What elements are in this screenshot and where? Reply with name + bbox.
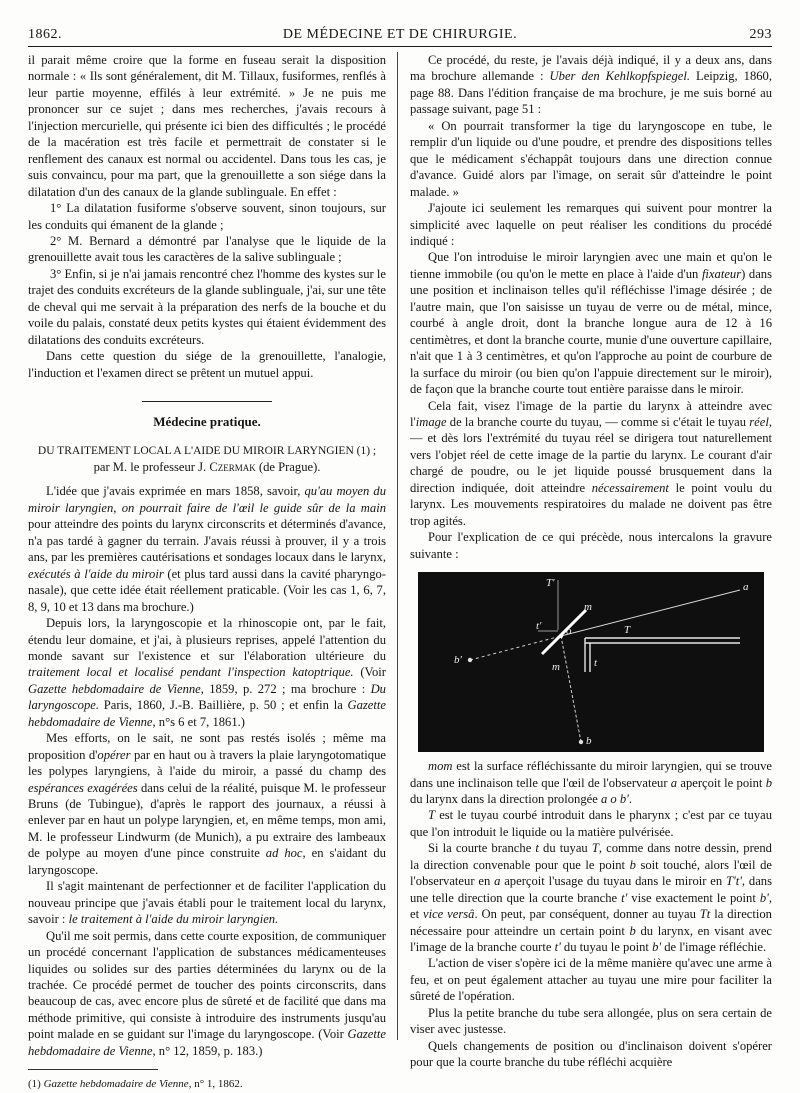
author-name: Czermak (209, 459, 256, 474)
footnote (28, 1076, 386, 1092)
text-run: dans celui de la réalité, puisque M. le professeur Bruns (de Tubingue), d'après le rapport des journaux, a réussi à enlever par en haut un polype laryngien, et, en même temps, mon ami, M. le professeur Lindwurm (de Munich), a pu extraire des lambeaux de polype au moyen d'une pince construite (28, 780, 386, 861)
text-run: soit touché, alors l'œil de l'observateur en (410, 857, 772, 889)
running-head-title: DE MÉDECINE ET DE CHIRURGIE. (282, 27, 518, 42)
article-title: DU TRAITEMENT LOCAL A L'AIDE DU MIROIR LARYNGIEN (1) ; (37, 444, 377, 457)
text-run: du larynx dans la direction prolongée (410, 791, 601, 806)
label-m-bottom: m (552, 661, 560, 674)
paragraph (28, 928, 386, 1060)
text-run: Paris, 1860, J.-B. Baillière, p. 50 ; et enfin la (99, 698, 348, 713)
text-run-italic: nécessairement (591, 480, 669, 495)
running-head-year: 1862. (28, 27, 62, 42)
text-run: , dans une telle direction que la courte branche (410, 874, 772, 905)
engraving-svg (418, 572, 764, 752)
text-run-italic: Uber den Kehlkopfspiegel. (549, 69, 690, 84)
paragraph: Quels changements de position ou d'inclinaison doivent s'opérer pour que la courte branche du tube réfléchi acquière (410, 1038, 772, 1070)
text-run-italic: vice versâ (423, 907, 475, 922)
text-run: (Voir (353, 665, 386, 680)
laryngoscope-engraving (418, 572, 764, 752)
section-divider (142, 401, 272, 402)
article-author (28, 459, 386, 475)
left-column (28, 52, 386, 1093)
text-run: est le tuyau courbé introduit dans le pharynx ; c'est par ce tuyau que l'on introduit le liquide ou la matière pulvérisée. (410, 808, 772, 839)
label-o: o (566, 625, 572, 638)
label-b-prime: b' (454, 654, 462, 667)
text-run: Leipzig, 1860, page 88. Dans l'édition française de ma brochure, je me suis borné au passage suivant, page 51 : (410, 69, 773, 117)
text-run: par en haut ou à travers la plaie laryngotomatique les polypes laryngiens, à l'aide du miroir, a passé du champ des (28, 747, 386, 779)
list-item: 3° Enfin, si je n'ai jamais rencontré chez l'homme des kystes sur le trajet des conduits excréteurs de la glande sublinguale, j'ai, sur une tête de cheval qui me servait à la préparation des nerfs de la bouche et du voile du palais, constaté deux petits kystes qui étaient évidemment des dilatations des conduits excréteurs. (28, 266, 386, 347)
column-divider (397, 52, 398, 1040)
label-t: t (594, 657, 598, 670)
text-run: du larynx, en visant avec l'image de la branche courte (410, 923, 772, 955)
label-t-prime: t' (536, 620, 542, 633)
running-head (28, 26, 772, 47)
text-run: . On peut, par conséquent, donner au tuyau (474, 907, 700, 922)
section-heading: Médecine pratique. (153, 414, 261, 430)
text-run-italic: t (535, 841, 539, 856)
text-run: Cela fait, visez l'image de la partie du larynx à atteindre avec l' (410, 398, 772, 429)
text-run: est la surface réfléchissante du miroir laryngien, qui se trouve dans une inclinaison telle que l'œil de l'observateur (410, 759, 772, 790)
text-run: vise exactement le point (627, 890, 760, 905)
text-run-italic: espérances exagérées (28, 780, 138, 795)
footnote-divider (28, 1069, 158, 1070)
text-run-italic: réel (749, 414, 769, 429)
text-run-italic: T't' (726, 874, 742, 889)
text-run: le point voulu du larynx. Les mouvements respiratoires du malade ne doivent pas être trop agités. (410, 480, 772, 528)
text-run-italic: opérer (97, 747, 131, 762)
text-run-italic: T (428, 808, 436, 823)
text-run-italic: Gazette hebdomadaire de Vienne (28, 681, 201, 696)
text-run: Mes efforts, on le sait, ne sont pas restés isolés ; même ma proposition d' (28, 731, 386, 762)
text-run: , — et dès lors l'extrémité du tuyau réel se dirigera tout naturellement vers l'objet réel de cette image de la partie du larynx. Le courant d'air chargé de poudre, ou le jet liquide poussé brusquement dans la direction indiquée, doit atteindre (410, 414, 772, 495)
paragraph (410, 52, 772, 118)
list-item: 1° La dilatation fusiforme s'observe souvent, sinon toujours, sur les conduits qui émanent de la glande ; (28, 201, 386, 232)
text-run: ) dans une position et inclinaison telles qu'il réfléchisse l'image désirée ; de l'autre main, que l'on saisisse un tuyau de verre ou de métal, mince, courbé à angle droit, dont la branche longue aura de 12 à 16 centimètres, et dont la branche courte, munie d'une ouverture capillaire, n'ait que 1 à 3 centimètres, et qu'on l'approche au point de courbure de la surface du miroir (ou bien qu'on l'appuie directement sur le miroir), de façon que la branche courte tout entière paraisse dans le miroir. (410, 266, 772, 397)
text-run-italic: b (629, 857, 636, 872)
text-run-italic: exécutés à l'aide du miroir (28, 566, 164, 581)
text-run: , n°s 6 et 7, 1861.) (152, 714, 245, 729)
text-run: la direction nécessaire pour atteindre un certain point (410, 907, 772, 938)
text-run: Ce procédé, du reste, je l'avais déjà indiqué, il y a deux ans, dans ma brochure allemande : (410, 53, 772, 84)
text-run-italic: b' (759, 890, 769, 905)
text-run-italic: t' (554, 940, 561, 955)
point-b (579, 740, 583, 744)
text-run-italic: b (629, 923, 636, 938)
quotation: « On pourrait transformer la tige du laryngoscope en tube, le remplir d'un liquide ou d'une poudre, et prendre des dispositions telles que le médicament s'échappât toujours dans une direction connue d'avance. Guidé alors par l'image, on serait sûr d'atteindre le point malade. » (410, 118, 772, 199)
text-run: de l'image réfléchie. (661, 940, 767, 955)
text-run: Que l'on introduise le miroir laryngien avec une main et qu'on le tienne immobile (ou qu'on le mette en place à l'aide d'un (410, 250, 772, 281)
text-run: . (628, 791, 632, 806)
text-run: , et (410, 890, 772, 922)
text-run-italic: t' (621, 890, 628, 905)
text-run-italic: ad hoc (265, 846, 303, 861)
text-run-italic: b' (652, 940, 662, 955)
text-run-italic: a (494, 874, 501, 889)
text-run-italic: qu'au moyen du miroir laryngien, on pourrait faire de l'œil le guide sûr de la main (28, 484, 386, 515)
label-m-top: m (584, 601, 592, 614)
text-run-italic: image (415, 414, 447, 429)
text-run: Qu'il me soit permis, dans cette courte exposition, de communiquer un procédé concernant l'application de substances médicamenteuses liquides ou solides sur des parties déterminées du larynx ou de la trachée. Ce procédé permet de toucher des points circonscrits, dans beaucoup de cas, avec encore plus de sûreté et de facilité que dans ma méthode primitive, qui consiste à introduire des instruments jusqu'au point malade en se guidant sur l'image du laryngoscope. (Voir (28, 928, 386, 1042)
text-run: , comme dans notre dessin, prend la direction convenable pour que le point (410, 841, 772, 872)
paragraph (28, 878, 386, 927)
paragraph: il parait même croire que la forme en fuseau serait la disposition normale : « Ils sont généralement, dit M. Tillaux, fusiformes, renflés à leur partie moyenne, effilés à leur extrémité. » Je ne puis me prononcer sur ce sujet ; dans mes recherches, j'avais recours à l'injection mercurielle, qui présente ici bien des difficultés ; le procédé de la macération est très facile et permettrait de constater si le renflement des canaux est normal ou accidentel. Dans tous les cas, je suis convaincu, pour ma part, que la grenouillette a son siége dans la dilatation d'un des canaux de la glande sublinguale. En effet : (28, 53, 386, 199)
text-run-italic: traitement local et localisé pendant l'inspection katoptrique. (28, 665, 354, 680)
text-run: , n° 12, 1859, p. 183.) (152, 1043, 263, 1058)
point-o (559, 634, 563, 638)
larynx-line (561, 636, 581, 742)
label-T-prime: T' (546, 577, 555, 590)
paragraph (28, 730, 386, 878)
text-run-italic: Gazette hebdomadaire de Vienne (28, 1027, 386, 1058)
text-run: Si la courte branche (428, 841, 536, 856)
text-run: du tuyau le point (560, 940, 653, 955)
text-run: , n° 1, 1862. (188, 1078, 243, 1091)
paragraph (28, 483, 386, 615)
text-run-italic: b (765, 775, 772, 790)
text-run-italic: a o b' (600, 791, 629, 806)
label-a: a (743, 581, 749, 594)
text-run: aperçoit le point (677, 775, 766, 790)
text-run-italic: mom (428, 759, 453, 774)
text-run-italic: fixateur (701, 266, 742, 281)
figure-caption (410, 758, 772, 807)
text-run-italic: Tt (699, 907, 711, 922)
text-run: , en s'aidant du laryngoscope. (28, 846, 386, 877)
paragraph: J'ajoute ici seulement les remarques qui suivent pour montrer la simplicité avec laquelle on peut réaliser les conditions du procédé indiqué : (410, 201, 772, 248)
point-b-prime (468, 658, 472, 662)
text-run-italic: Gazette hebdomadaire de Vienne (43, 1078, 189, 1091)
paragraph: Dans cette question du siége de la grenouillette, l'analogie, l'induction et l'examen direct se prêtent un mutuel appui. (28, 349, 386, 380)
author-suffix: (de Prague). (255, 459, 321, 474)
page-number: 293 (749, 27, 772, 42)
text-run: pour atteindre des points du larynx circonscrits et déterminés d'avance, n'a pas tardé à gagner du terrain. J'avais réussi à prouver, il y a trois ans, par les premières cautérisations et sondages locaux dans le larynx, (28, 517, 386, 565)
paragraph (410, 398, 772, 530)
text-run-italic: Du laryngoscope. (28, 681, 386, 713)
paragraph: Pour l'explication de ce qui précède, nous intercalons la gravure suivante : (410, 530, 772, 561)
list-item: 2° M. Bernard a démontré par l'analyse que le liquide de la grenouillette avait tous les caractères de la salive sublinguale ; (28, 233, 386, 265)
label-T: T (624, 624, 631, 637)
paragraph (410, 807, 772, 840)
text-run: du tuyau (538, 841, 592, 856)
text-run-italic: le traitement à l'aide du miroir laryngien. (68, 912, 279, 927)
text-run: (1) (28, 1078, 44, 1091)
label-b: b (586, 735, 592, 748)
paragraph: Plus la petite branche du tube sera allongée, plus on sera certain de viser avec justesse. (410, 1005, 772, 1037)
text-run: , 1859, p. 272 ; ma brochure : (200, 681, 371, 696)
sight-line (561, 590, 740, 636)
paragraph (410, 249, 772, 397)
text-run-italic: Gazette hebdomadaire de Vienne (28, 698, 386, 729)
text-run-italic: a (670, 775, 678, 790)
text-run: (et plus tard aussi dans la cavité pharyngo-nasale), que cette idée était réellement praticable. (Voir les cas 1, 6, 7, 8, 9, 10 et 13 dans ma brochure.) (28, 566, 386, 614)
author-prefix: par M. le professeur J. (93, 459, 210, 474)
right-column (410, 52, 772, 1071)
text-run: de la branche courte du tuyau, — comme si c'était le tuyau (446, 414, 750, 429)
text-run: Depuis lors, la laryngoscopie et la rhinoscopie ont, par le fait, étendu leur domaine, et j'ai, à plusieurs reprises, appelé l'attention du monde savant sur l'existence et sur l'élaboration ultérieure du (28, 616, 386, 663)
paragraph (410, 840, 772, 955)
text-run: L'idée que j'avais exprimée en mars 1858, savoir, (46, 484, 305, 499)
text-run: Il s'agit maintenant de perfectionner et de faciliter l'application du nouveau principe que j'avais établi pour le traitement local du larynx, savoir : (28, 879, 386, 927)
paragraph (28, 615, 386, 730)
text-run: aperçoit l'usage du tuyau dans le miroir en (500, 874, 727, 889)
text-run-italic: T (591, 841, 599, 856)
paragraph: L'action de viser s'opère ici de la même manière qu'avec une arme à feu, et on peut également attacher au tuyau une mire pour faciliter la sûreté de l'opération. (410, 956, 772, 1004)
mirror-surface (542, 610, 586, 654)
